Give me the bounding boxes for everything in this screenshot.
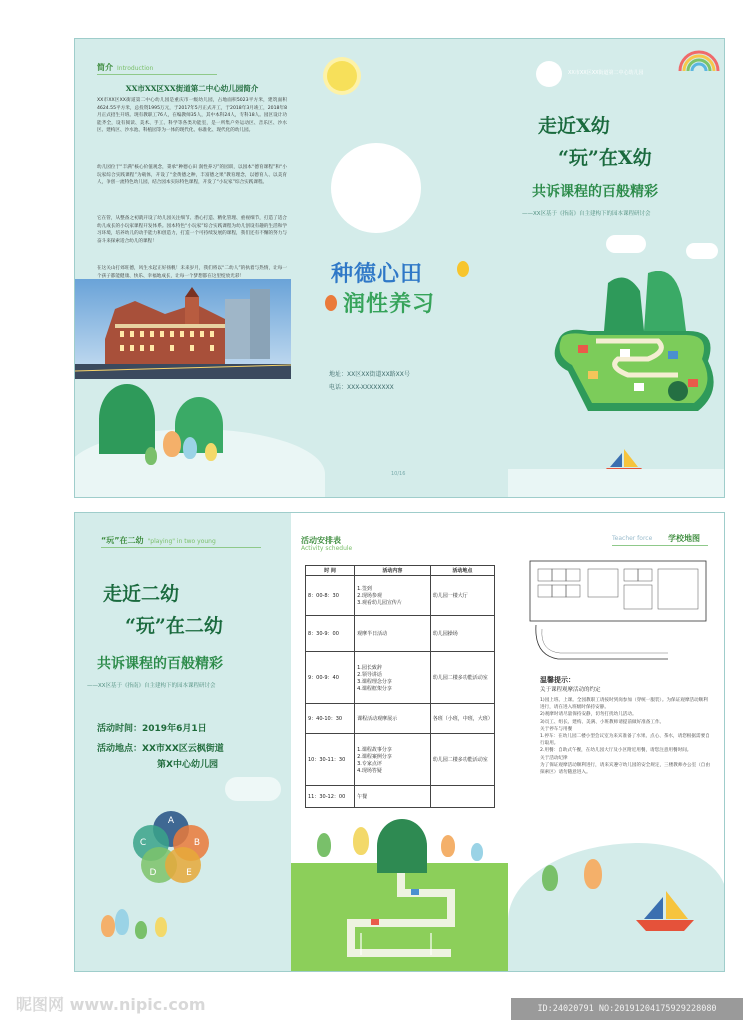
- brochure-inside-sheet: [74, 512, 725, 972]
- row-content: [355, 576, 431, 616]
- brochure-outside-sheet: [74, 38, 725, 498]
- table-row: [306, 786, 495, 808]
- motto-panel: [291, 39, 508, 497]
- table-row: [306, 704, 495, 734]
- map-divider: [612, 545, 708, 546]
- notes-line: 为了保证观摩活动顺利进行，请来宾遵守幼儿园的安全规定，三楼教师办公室（自由探索区）请勿随意进入。: [540, 762, 710, 776]
- notes-line: 关于停车与用餐: [540, 726, 573, 732]
- yellow-tree: [205, 443, 217, 461]
- intro-section-title: 简介: [97, 63, 113, 72]
- row-time: 8：00-8：30: [306, 576, 355, 616]
- teacher-force-label: Teacher force: [612, 535, 653, 542]
- map-title: 学校地图: [668, 534, 700, 543]
- cloud: [225, 777, 281, 801]
- cloud: [686, 243, 718, 259]
- green-tree: [542, 865, 558, 891]
- table-row: [306, 734, 495, 786]
- island-illustration: [548, 271, 725, 421]
- row-item: 3.观看幼儿园宣传片: [357, 600, 402, 606]
- intro-paragraph-2: 幼儿园位于“丰满”核心价值观念，秉承“种德心田 润性养习”的园训，以园本“德育课程”和“小玩家综合实践课程”为载体，开设了“金黄德之种，丰富德之果”教育理念，以德育人、以美育人，争创一流特色幼儿园，结合园本实际特色课程，开发了“小玩家”综合实践课程。: [97, 165, 287, 185]
- image-id-strip: ID:24020791 NO:20191204175929228080: [511, 998, 743, 1020]
- table-header-row: [306, 566, 495, 576]
- row-time: 9：00-9：40: [306, 652, 355, 704]
- notes-title: 温馨提示：: [540, 676, 575, 684]
- row-item: 4.课程框架分享: [357, 685, 392, 692]
- address-label: 地址：: [329, 371, 348, 378]
- intro-divider: [97, 74, 217, 75]
- venn-diagram: [129, 809, 213, 891]
- row-place: 幼儿园一楼大厅: [430, 576, 494, 616]
- row-item: 3.课程理念分享: [357, 678, 392, 685]
- orange-tree: [441, 835, 455, 857]
- row-place: 幼儿园操场: [430, 616, 494, 652]
- notes-line: 2)观摩时请尽量保持安静，切勿打扰幼儿活动。: [540, 712, 637, 718]
- schedule-table: [305, 565, 495, 808]
- cover-subtitle: ——XX区基于《指南》自主建构下的园本课程研讨会: [522, 211, 651, 217]
- yellow-tree: [353, 827, 369, 855]
- schedule-table-wrap: [305, 565, 495, 808]
- table-row: [306, 652, 495, 704]
- rainbow-icon: [676, 43, 722, 73]
- venn-label-d: D: [149, 868, 157, 878]
- left-title-line-2: “玩”在二幼: [125, 615, 223, 637]
- yellow-tree: [155, 917, 167, 937]
- intro-panel: [75, 39, 291, 497]
- motto-line-1: 种德心田: [331, 262, 424, 287]
- orange-tree: [101, 915, 115, 937]
- row-place: 各班（小班，中班，大班）: [430, 704, 494, 734]
- intro-paragraph-1: XX市XX区XX街道第二中心幼儿园是重庆市一级幼儿园，占地面积5023平方米，建筑面积4624.55平方米，总投资1995万元，于2017年5月正式开工，于2018年3月竣工，2018年8月正式招生开班。现有教职工76人，在编教师35人，其中本科24人，专科18人。园区设计功能齐全，设有阅读、美术、手工、科学等各类功能室，是一所集户外运动区、音乐区、沙水区、建构区、沙水池、科植园等为一体的现代化、标准化、现代化的幼儿园。: [97, 98, 287, 133]
- notes-line: 3)员工、组长、建构、美满、小班教师请提前做好准备工作。: [540, 719, 665, 725]
- cover-title-line-1: 走近X幼: [538, 115, 610, 137]
- venn-label-c: C: [139, 838, 147, 848]
- row-item: 课程活动观摩展示: [357, 716, 398, 722]
- cover-title-line-2: “玩”在X幼: [558, 147, 652, 169]
- phone-value: XXX-XXXXXXXX: [347, 384, 394, 391]
- play-tag: [101, 535, 216, 546]
- green-hill-left: [99, 384, 155, 454]
- sun-icon: [327, 61, 357, 91]
- orange-tree: [584, 859, 602, 889]
- cloud: [606, 235, 646, 253]
- carrot-icon: [325, 295, 337, 311]
- notes-line: 1.停车：在幼儿园二楼小型会议室为来宾准备了水果、点心、茶水，请您根据需要自行取用。: [540, 734, 710, 747]
- schedule-panel: [291, 513, 508, 971]
- event-info-panel: [75, 513, 291, 971]
- table-header-place: 活动地点: [430, 566, 494, 576]
- green-hill: [377, 819, 427, 873]
- notes-body: [540, 697, 710, 776]
- sailboat-icon: [634, 889, 696, 933]
- row-content: [355, 652, 431, 704]
- intro-section-header: [97, 62, 153, 73]
- schedule-title-en: Activity schedule: [301, 545, 353, 552]
- row-place: 幼儿园二楼多功能活动室: [430, 652, 494, 704]
- sea-strip: [508, 469, 725, 498]
- notes-line: 2.用餐：自助式午餐，在幼儿园大厅及小区附近用餐，请您注意用餐时间。: [540, 748, 692, 754]
- blue-tree: [183, 437, 197, 459]
- row-item: 3.专家点评: [357, 760, 382, 767]
- event-place-label: 活动地点：: [97, 744, 143, 754]
- row-content: [355, 616, 431, 652]
- left-title-line-3: 共诉课程的百般精彩: [97, 656, 223, 672]
- site-watermark-logo: 昵图网 www.nipic.com: [16, 995, 206, 1014]
- left-title-line-1: 走近二幼: [103, 583, 180, 605]
- row-item: 午餐: [357, 794, 368, 800]
- row-place: 幼儿园二楼多功能活动室: [430, 734, 494, 786]
- row-item: 2.领导讲话: [357, 671, 382, 678]
- row-content: [355, 704, 431, 734]
- row-content: [355, 734, 431, 786]
- table-row: [306, 616, 495, 652]
- green-tree: [317, 833, 331, 857]
- event-place-value-1: XX市XX区云枫街道: [142, 744, 224, 754]
- phone-line: [329, 382, 394, 391]
- notes-subtitle: 关于课程观摩活动的约定: [540, 687, 601, 693]
- row-time: 9：40-10：30: [306, 704, 355, 734]
- event-time-label: 活动时间：: [97, 724, 143, 734]
- intro-paragraph-4: 在这关山打郊旺德，风生水起正好扬帆！未来岁月，我们将以“二幼人”的执着与热情，让每一个孩子都能健康、快乐、幸福地成长，让每一个梦想都在这里绽放光彩！: [97, 266, 287, 279]
- table-header-content: 活动内容: [355, 566, 431, 576]
- play-tag-cn: “玩”在二幼: [101, 536, 144, 545]
- table-header-time: 时 间: [306, 566, 355, 576]
- kindergarten-building-photo: [75, 279, 291, 379]
- cover-logo-text: XX市XX区XX街道第二中心幼儿园: [568, 70, 644, 76]
- event-time: [97, 721, 207, 734]
- intro-section-title-en: Introduction: [117, 65, 154, 72]
- cover-title-line-3: 共诉课程的百般精彩: [532, 184, 658, 200]
- row-place: [430, 786, 494, 808]
- row-time: 10：30-11：30: [306, 734, 355, 786]
- venn-label-a: A: [167, 816, 175, 826]
- row-item: 1.签到: [357, 586, 372, 592]
- blue-tree: [471, 843, 483, 861]
- notes-line: 1)园上班、上课。全园教职工请按时到岗参加（穿统一服装）。为保证观摩活动顺利进行，请在进入班级时保持安静。: [540, 698, 708, 711]
- row-item: 2.现场参观: [357, 593, 382, 599]
- orange-tree: [163, 431, 181, 457]
- green-tree: [145, 447, 157, 465]
- row-time: 11：30-12：00: [306, 786, 355, 808]
- map-notes-panel: [508, 513, 725, 971]
- bulb-icon: [457, 261, 469, 277]
- row-content: [355, 786, 431, 808]
- address-value: XX区XX街道XX路XX号: [347, 371, 410, 378]
- event-place: [97, 741, 224, 754]
- left-subtitle: ——XX区基于《指南》自主建构下的园本课程研讨会: [87, 683, 216, 689]
- cover-panel: [508, 39, 725, 497]
- row-item: 1.课程故事分享: [357, 746, 392, 753]
- logo-circle: [536, 61, 562, 87]
- play-tag-divider: [101, 547, 261, 548]
- venn-label-e: E: [186, 868, 192, 878]
- phone-label: 电话：: [329, 384, 348, 391]
- row-item: 观摩半日活动: [357, 631, 388, 637]
- intro-headline: XX市XX区XX街道第二中心幼儿园简介: [125, 84, 259, 93]
- page-marker: 10/16: [391, 471, 406, 477]
- row-time: 8：30-9：00: [306, 616, 355, 652]
- decor-circle: [331, 143, 421, 233]
- event-time-value: 2019年6月1日: [142, 724, 207, 734]
- event-place-value-2: 第X中心幼儿园: [157, 760, 218, 770]
- play-tag-en: "playing" in two young: [147, 538, 216, 545]
- blue-tree: [115, 909, 129, 935]
- row-item: 2.课程案例分享: [357, 753, 392, 760]
- intro-paragraph-3: 它在管，从整备之初就开设了幼儿园关注细节、潜心打造、精化管理、重视细节，打造了适合幼儿成长的小玩家课程开发体系。园本特色“小玩家”综合实践课程为幼儿创设有趣的生活和学习环境，培养幼儿的动手能力和创造力，打造一个可持续发展的课程，我们还有不懈的努力与奋斗来探索适合幼儿的课程！: [97, 216, 287, 244]
- address-line: [329, 369, 410, 378]
- school-floor-plan: [528, 555, 708, 665]
- venn-label-b: B: [193, 838, 201, 848]
- notes-line: 关于活动纪律: [540, 755, 568, 761]
- road-illustration: [341, 873, 461, 963]
- schedule-title: 活动安排表: [301, 536, 341, 545]
- row-item: 1.园长致辞: [357, 664, 382, 671]
- green-tree: [135, 921, 147, 939]
- row-item: 4.现场答疑: [357, 767, 382, 774]
- motto-line-2: 润性养习: [343, 292, 436, 317]
- table-row: [306, 576, 495, 616]
